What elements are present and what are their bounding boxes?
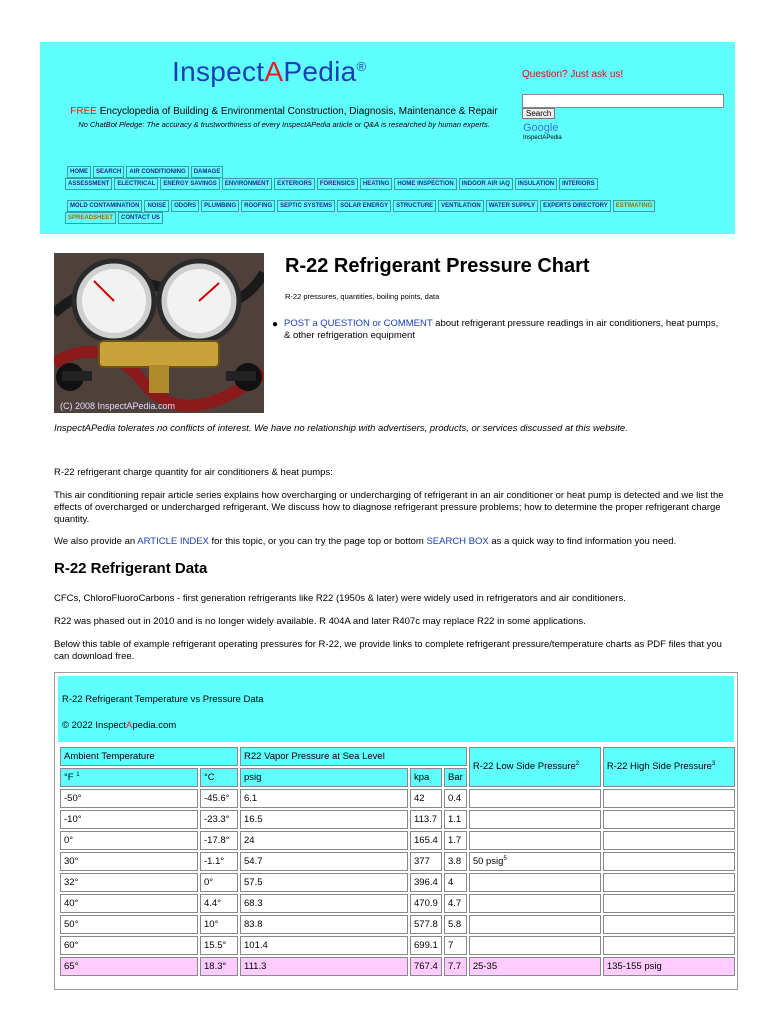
nav-item-mold-contamination[interactable]: MOLD CONTAMINATION (67, 200, 142, 212)
cell-bar: 4.7 (444, 894, 467, 913)
cell-c: 15.5° (200, 936, 238, 955)
cell-f: 60° (60, 936, 198, 955)
intro-paragraph-1: R-22 refrigerant charge quantity for air conditioners & heat pumps: (54, 467, 333, 478)
search-button[interactable]: Search (522, 108, 555, 119)
manifold-gauge-photo (54, 253, 264, 413)
cell-low (469, 873, 601, 892)
cell-kpa: 377 (410, 852, 442, 871)
cell-f: 30° (60, 852, 198, 871)
nav-item-solar-energy[interactable]: SOLAR ENERGY (337, 200, 391, 212)
intro-paragraph-3: We also provide an ARTICLE INDEX for this topic, or you can try the page top or bottom SEARCH BOX as a quick way to find information you need. (54, 536, 677, 547)
cell-psig: 16.5 (240, 810, 408, 829)
page-title: R-22 Refrigerant Pressure Chart (285, 255, 590, 277)
site-header (40, 42, 735, 234)
cell-bar: 1.1 (444, 810, 467, 829)
nav-item-assessment[interactable]: ASSESSMENT (65, 178, 112, 190)
cell-psig: 111.3 (240, 957, 408, 976)
data-paragraph-1: CFCs, ChloroFluoroCarbons - first generation refrigerants like R22 (1950s & later) were widely used in refrigerators and air conditioners. (54, 593, 626, 604)
conflict-statement: InspectAPedia tolerates no conflicts of interest. We have no relationship with advertisers, products, or services discussed at this website. (54, 423, 628, 434)
nav-item-energy-savings[interactable]: ENERGY SAVINGS (160, 178, 219, 190)
cell-kpa: 396.4 (410, 873, 442, 892)
header-c: °C (200, 768, 238, 787)
google-site-label: InspectAPedia (523, 135, 562, 141)
cell-c: 10° (200, 915, 238, 934)
nav-item-spreadsheet[interactable]: SPREADSHEET (65, 212, 116, 224)
nav-row-1 (67, 166, 225, 178)
header-psig: psig (240, 768, 408, 787)
nav-item-electrical[interactable]: ELECTRICAL (114, 178, 158, 190)
cell-kpa: 165.4 (410, 831, 442, 850)
cell-high (603, 894, 735, 913)
cell-psig: 6.1 (240, 789, 408, 808)
cell-f: 40° (60, 894, 198, 913)
header-high-side: R-22 High Side Pressure$^3$ (603, 747, 735, 787)
table-row (60, 789, 735, 808)
cell-psig: 83.8 (240, 915, 408, 934)
cell-high (603, 915, 735, 934)
bullet-icon: ● (272, 319, 279, 330)
cell-low (469, 789, 601, 808)
nav-item-contact-us[interactable]: CONTACT US (118, 212, 163, 224)
cell-bar: 1.7 (444, 831, 467, 850)
nav-item-insulation[interactable]: INSULATION (515, 178, 557, 190)
table-copyright: © 2022 InspectApedia.com (62, 720, 177, 731)
cell-c: 0° (200, 873, 238, 892)
cell-kpa: 113.7 (410, 810, 442, 829)
cell-low: 50 psig$^5$ (469, 852, 601, 871)
google-logo: Google (523, 122, 559, 134)
nav-item-exteriors[interactable]: EXTERIORS (274, 178, 315, 190)
cell-c: -17.8° (200, 831, 238, 850)
nav-item-odors[interactable]: ODORS (171, 200, 199, 212)
data-paragraph-3: Below this table of example refrigerant operating pressures for R-22, we provide links to complete refrigerant pressure/temperature charts as PDF files that you can download free. (54, 639, 722, 662)
cell-f: 32° (60, 873, 198, 892)
table-row (60, 894, 735, 913)
nav-item-search[interactable]: SEARCH (93, 166, 124, 178)
nav-item-estimating[interactable]: ESTIMATING (613, 200, 656, 212)
cell-bar: 4 (444, 873, 467, 892)
nav-row-2 (65, 178, 600, 190)
cell-c: -23.3° (200, 810, 238, 829)
nav-item-heating[interactable]: HEATING (360, 178, 393, 190)
nav-item-air-conditioning[interactable]: AIR CONDITIONING (126, 166, 188, 178)
header-kpa: kpa (410, 768, 442, 787)
header-bar: Bar (444, 768, 467, 787)
cell-bar: 5.8 (444, 915, 467, 934)
table-row (60, 831, 735, 850)
cell-f: -10° (60, 810, 198, 829)
header-f: °F $^1$ (60, 768, 198, 787)
cell-bar: 3.8 (444, 852, 467, 871)
data-paragraph-2: R22 was phased out in 2010 and is no longer widely available. R 404A and later R407c may replace R22 in some applications. (54, 616, 586, 627)
header-ambient: Ambient Temperature (60, 747, 238, 766)
cell-f: -50° (60, 789, 198, 808)
nav-item-ventilation[interactable]: VENTILATION (438, 200, 484, 212)
cell-low (469, 810, 601, 829)
cell-c: -1.1° (200, 852, 238, 871)
cell-low (469, 915, 601, 934)
nav-item-environment[interactable]: ENVIRONMENT (222, 178, 272, 190)
cell-low (469, 894, 601, 913)
table-row (60, 936, 735, 955)
search-input[interactable] (522, 94, 724, 108)
cell-c: -45.6° (200, 789, 238, 808)
nav-item-plumbing[interactable]: PLUMBING (201, 200, 239, 212)
cell-psig: 101.4 (240, 936, 408, 955)
cell-psig: 24 (240, 831, 408, 850)
intro-paragraph-2: This air conditioning repair article series explains how overcharging or undercharging of refrigerant in an air conditioner or heat pump is detected and we list the effects of overcharged or undercharged refrigerant. We discuss how to diagnose refrigerant pressure problems; how to determine the proper refrigerant charge quantity. (54, 490, 724, 525)
nav-row-3 (67, 200, 657, 212)
cell-low (469, 936, 601, 955)
nav-row-4 (65, 212, 165, 224)
cell-kpa: 767.4 (410, 957, 442, 976)
cell-high (603, 873, 735, 892)
search-box-link[interactable]: SEARCH BOX (426, 536, 489, 547)
nav-item-structure[interactable]: STRUCTURE (393, 200, 436, 212)
table-row (60, 873, 735, 892)
cell-high (603, 831, 735, 850)
cell-kpa: 42 (410, 789, 442, 808)
pressure-data-table (58, 745, 737, 978)
cell-high (603, 936, 735, 955)
article-index-link[interactable]: ARTICLE INDEX (137, 536, 209, 547)
cell-bar: 0.4 (444, 789, 467, 808)
cell-f: 0° (60, 831, 198, 850)
cell-c: 18.3° (200, 957, 238, 976)
nav-item-roofing[interactable]: ROOFING (241, 200, 275, 212)
cell-psig: 68.3 (240, 894, 408, 913)
cell-low: 25-35 (469, 957, 601, 976)
nav-item-noise[interactable]: NOISE (144, 200, 169, 212)
nav-item-damage[interactable]: DAMAGE (191, 166, 224, 178)
cell-f: 65° (60, 957, 198, 976)
cell-high (603, 852, 735, 871)
cell-kpa: 470.9 (410, 894, 442, 913)
site-tagline: FREE Encyclopedia of Building & Environmental Construction, Diagnosis, Maintenance & Repair (70, 106, 498, 117)
ask-question-link[interactable]: Question? Just ask us! (522, 69, 624, 80)
cell-f: 50° (60, 915, 198, 934)
post-question-link[interactable]: POST a QUESTION or COMMENT (284, 318, 433, 329)
cell-c: 4.4° (200, 894, 238, 913)
cell-low (469, 831, 601, 850)
cell-psig: 54.7 (240, 852, 408, 871)
cell-kpa: 577.8 (410, 915, 442, 934)
nav-item-experts-directory[interactable]: EXPERTS DIRECTORY (540, 200, 611, 212)
cell-high (603, 789, 735, 808)
nav-item-septic-systems[interactable]: SEPTIC SYSTEMS (277, 200, 335, 212)
table-row (60, 957, 735, 976)
pressure-table (54, 672, 738, 990)
nav-item-home[interactable]: HOME (67, 166, 91, 178)
nav-item-interiors[interactable]: INTERIORS (559, 178, 598, 190)
header-vapor: R22 Vapor Pressure at Sea Level (240, 747, 467, 766)
header-low-side: R-22 Low Side Pressure$^2$ (469, 747, 601, 787)
cell-psig: 57.5 (240, 873, 408, 892)
page-subtitle: R-22 pressures, quantities, boiling points, data (285, 292, 440, 301)
nav-item-water-supply[interactable]: WATER SUPPLY (486, 200, 538, 212)
chatbot-pledge: No ChatBot Pledge: The accuracy & trustworthiness of every InspectAPedia article or Q&A is researched by human experts. (78, 120, 490, 129)
table-title: R-22 Refrigerant Temperature vs Pressure Data (62, 694, 264, 705)
table-row (60, 852, 735, 871)
cell-high: 135-155 psig (603, 957, 735, 976)
nav-item-indoor-air-iaq[interactable]: INDOOR AIR IAQ (459, 178, 513, 190)
photo-caption: (C) 2008 InspectAPedia.com (60, 401, 176, 411)
section-heading: R-22 Refrigerant Data (54, 560, 208, 577)
post-question-item: ● POST a QUESTION or COMMENT about refrigerant pressure readings in air conditioners, heat pumps, & other refrigeration equipment (272, 318, 719, 341)
cell-kpa: 699.1 (410, 936, 442, 955)
cell-high (603, 810, 735, 829)
cell-bar: 7 (444, 936, 467, 955)
table-row (60, 810, 735, 829)
table-caption (58, 676, 734, 742)
cell-bar: 7.7 (444, 957, 467, 976)
table-row (60, 915, 735, 934)
nav-item-forensics[interactable]: FORENSICS (317, 178, 358, 190)
site-logo[interactable]: InspectAPedia® (172, 56, 367, 87)
nav-item-home-inspection[interactable]: HOME INSPECTION (394, 178, 456, 190)
